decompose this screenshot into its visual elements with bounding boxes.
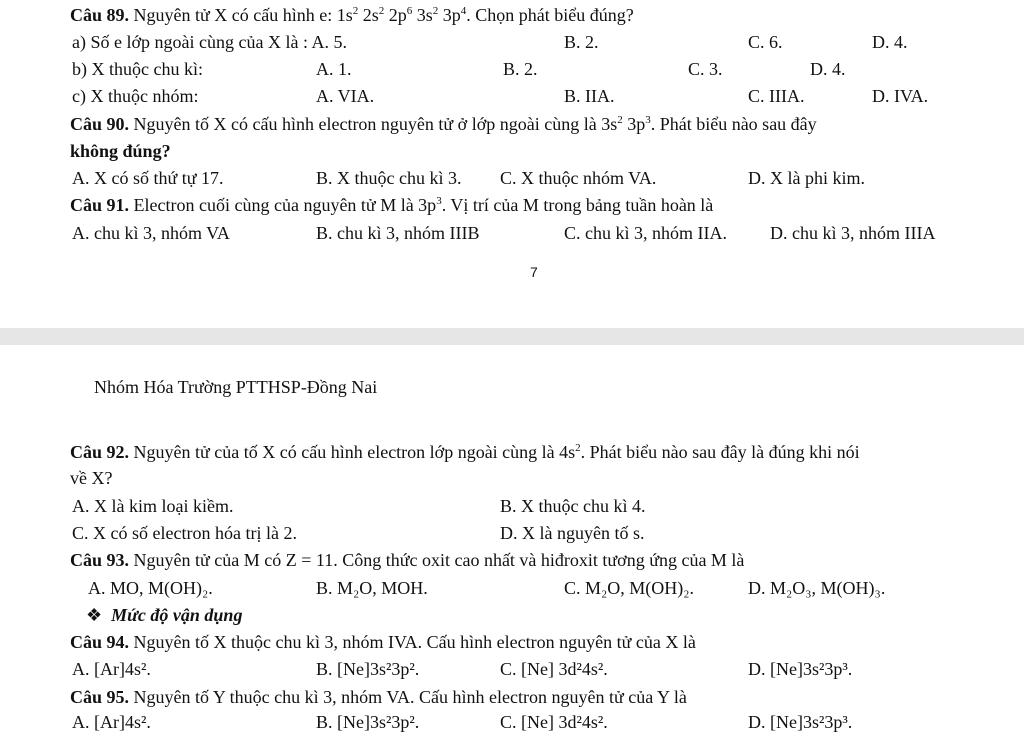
q93-label: Câu 93. (70, 550, 130, 570)
q95-label: Câu 95. (70, 687, 130, 707)
q89a-option-b: B. 2. (564, 32, 599, 52)
page-gap (0, 328, 1024, 345)
q92-stem-line2: về X? (70, 468, 113, 488)
q94-stem: Câu 94. Nguyên tố X thuộc chu kì 3, nhóm IVA. Cấu hình electron nguyên tử của X là (70, 632, 696, 652)
q93-option-a: A. MO, M(OH)₂. (88, 578, 213, 598)
q92-option-d: D. X là nguyên tố s. (500, 523, 645, 543)
q95-option-d: D. [Ne]3s²3p³. (748, 712, 853, 732)
q93-option-c: C. M₂O, M(OH)₂. (564, 578, 695, 598)
q91-label: Câu 91. (70, 195, 130, 215)
q89a-option-c: C. 6. (748, 32, 783, 52)
q89a-option-d: D. 4. (872, 32, 908, 52)
q90-stem: Câu 90. Nguyên tố X có cấu hình electron nguyên tử ở lớp ngoài cùng là $3s^2$ $3p^3$. Phát biểu nào sau đây (70, 114, 817, 134)
q89b-option-b: B. 2. (503, 59, 538, 79)
q93-option-d: D. M₂O₃, M(OH)₃. (748, 578, 886, 598)
q94-option-c: C. [Ne] 3d²4s². (500, 659, 608, 679)
q93-option-b: B. M₂O, MOH. (316, 578, 428, 598)
q89c-option-c: C. IIIA. (748, 86, 805, 106)
q95-option-c: C. [Ne] 3d²4s². (500, 712, 608, 732)
q91-option-d: D. chu kì 3, nhóm IIIA (770, 223, 936, 243)
q94-label: Câu 94. (70, 632, 130, 652)
q93-stem: Câu 93. Nguyên tử của M có Z = 11. Công thức oxit cao nhất và hiđroxit tương ứng của M là (70, 550, 745, 570)
q92-stem: Câu 92. Nguyên tử của tố X có cấu hình electron lớp ngoài cùng là $4s^2$. Phát biểu nào sau đây là đúng khi nói (70, 442, 860, 462)
q94-option-b: B. [Ne]3s²3p². (316, 659, 420, 679)
q95-option-a: A. [Ar]4s². (72, 712, 151, 732)
page-number: 7 (530, 264, 538, 280)
diamond-bullet-icon: ❖ (86, 605, 103, 625)
page-bottom (0, 345, 1024, 745)
q94-option-d: D. [Ne]3s²3p³. (748, 659, 853, 679)
q95-stem: Câu 95. Nguyên tố Y thuộc chu kì 3, nhóm VA. Cấu hình electron nguyên tử của Y là (70, 687, 687, 707)
q94-option-a: A. [Ar]4s². (72, 659, 151, 679)
q92-option-a: A. X là kim loại kiềm. (72, 496, 234, 516)
q89b-option-a: A. 1. (316, 59, 352, 79)
q92-option-b: B. X thuộc chu kì 4. (500, 496, 646, 516)
q90-option-b: B. X thuộc chu kì 3. (316, 168, 462, 188)
q89c-option-d: D. IVA. (872, 86, 929, 106)
q89a-stem: a) Số e lớp ngoài cùng của X là : A. 5. (72, 32, 347, 52)
q91-option-c: C. chu kì 3, nhóm IIA. (564, 223, 727, 243)
q89c-option-a: A. VIA. (316, 86, 375, 106)
q89c-stem: c) X thuộc nhóm: (72, 86, 199, 106)
q91-stem: Câu 91. Electron cuối cùng của nguyên tử M là $3p^3$. Vị trí của M trong bảng tuần hoàn là (70, 195, 714, 215)
q90-stem-line2: không đúng? (70, 141, 171, 161)
q92-label: Câu 92. (70, 442, 130, 462)
q89b-option-d: D. 4. (810, 59, 846, 79)
q89b-option-c: C. 3. (688, 59, 723, 79)
q91-option-a: A. chu kì 3, nhóm VA (72, 223, 230, 243)
q89-label: Câu 89. (70, 5, 130, 25)
q89c-option-b: B. IIA. (564, 86, 615, 106)
q90-option-d: D. X là phi kim. (748, 168, 865, 188)
q91-option-b: B. chu kì 3, nhóm IIIB (316, 223, 480, 243)
q90-option-c: C. X thuộc nhóm VA. (500, 168, 657, 188)
q90-option-a: A. X có số thứ tự 17. (72, 168, 224, 188)
q95-option-b: B. [Ne]3s²3p². (316, 712, 420, 732)
section-heading: ❖ Mức độ vận dụng (86, 605, 243, 625)
q92-option-c: C. X có số electron hóa trị là 2. (72, 523, 297, 543)
q90-label: Câu 90. (70, 114, 130, 134)
page-header: Nhóm Hóa Trường PTTHSP-Đồng Nai (94, 377, 378, 397)
q89b-stem: b) X thuộc chu kì: (72, 59, 203, 79)
page-top (0, 0, 1024, 328)
q89-stem: Câu 89. Nguyên tử X có cấu hình e: $1s^2$ $2s^2$ $2p^6$ $3s^2$ $3p^4$. Chọn phát biểu đúng? (70, 5, 634, 25)
